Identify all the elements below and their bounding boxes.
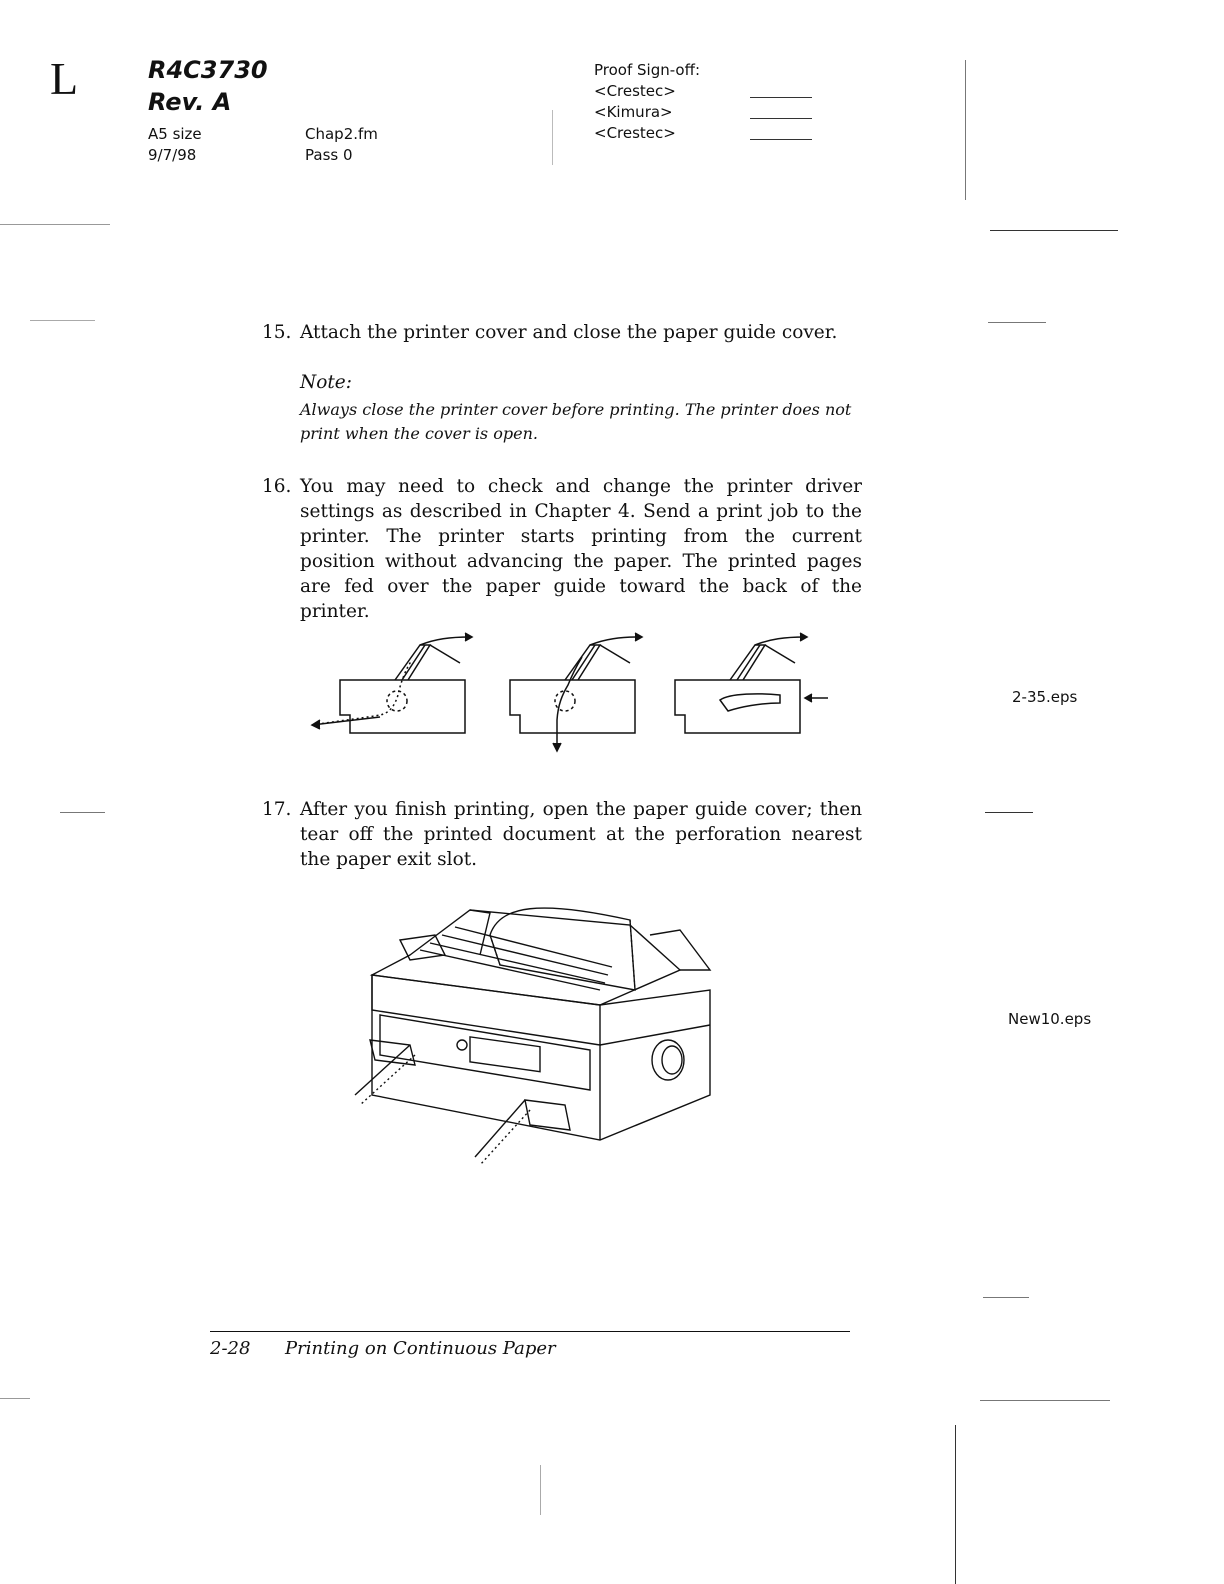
step-text: After you finish printing, open the paper guide cover; then tear off the printed document at the perforation nearest the paper exit slot. <box>300 799 862 870</box>
page-number: 2-28 <box>210 1338 251 1359</box>
crop-mark <box>60 812 105 813</box>
crop-mark <box>540 1465 541 1515</box>
file-name: Chap2.fm <box>305 125 378 143</box>
step-15 <box>262 320 862 345</box>
crop-mark <box>0 1398 30 1399</box>
step-17 <box>262 797 862 872</box>
crop-mark <box>983 1297 1029 1298</box>
printer-body <box>372 975 710 1140</box>
paper-path-diagram-2 <box>510 633 642 751</box>
step-text: Attach the printer cover and close the paper guide cover. <box>300 322 838 343</box>
document-date: 9/7/98 <box>148 146 197 164</box>
crop-mark <box>990 230 1118 231</box>
proof-signoff-title: Proof Sign-off: <box>594 61 700 79</box>
step-number: 16. <box>262 476 292 497</box>
crop-mark <box>0 224 110 225</box>
crop-mark <box>980 1400 1110 1401</box>
paper-path-diagram-1 <box>312 633 472 733</box>
paper-path-diagram-3 <box>675 633 828 733</box>
crop-mark <box>985 812 1033 813</box>
proof-name-3: <Crestec> <box>594 124 676 142</box>
footer-rule <box>210 1331 850 1332</box>
step-text: You may need to check and change the printer driver settings as described in Chapter 4. Send a print job to the printer. The printer starts printing from the current position without advancing the paper. The printed pages are fed over the paper guide toward the back of the printer. <box>300 476 862 622</box>
crop-mark <box>552 110 553 165</box>
signoff-line-3 <box>750 139 812 140</box>
paper-path-figure <box>300 625 840 755</box>
figure-label-1: 2-35.eps <box>1012 688 1078 706</box>
page-size: A5 size <box>148 125 202 143</box>
note-text: Always close the printer cover before printing. The printer does not print when the cover is open. <box>300 400 852 443</box>
note-label: Note: <box>300 372 352 393</box>
corner-mark: L <box>50 53 79 104</box>
step-16 <box>262 474 862 624</box>
signoff-line-1 <box>750 97 812 98</box>
pass-label: Pass 0 <box>305 146 353 164</box>
crop-mark <box>988 322 1046 323</box>
step-number: 17. <box>262 799 292 820</box>
step-number: 15. <box>262 322 292 343</box>
proof-name-2: <Kimura> <box>594 103 673 121</box>
printer-illustration <box>350 895 730 1170</box>
figure-label-2: New10.eps <box>1008 1010 1092 1028</box>
document-revision: Rev. A <box>148 88 232 116</box>
signoff-line-2 <box>750 118 812 119</box>
crop-mark <box>965 60 966 200</box>
proof-name-1: <Crestec> <box>594 82 676 100</box>
crop-mark <box>955 1425 956 1584</box>
section-title: Printing on Continuous Paper <box>285 1338 556 1359</box>
crop-mark <box>30 320 95 321</box>
document-id: R4C3730 <box>148 56 268 84</box>
